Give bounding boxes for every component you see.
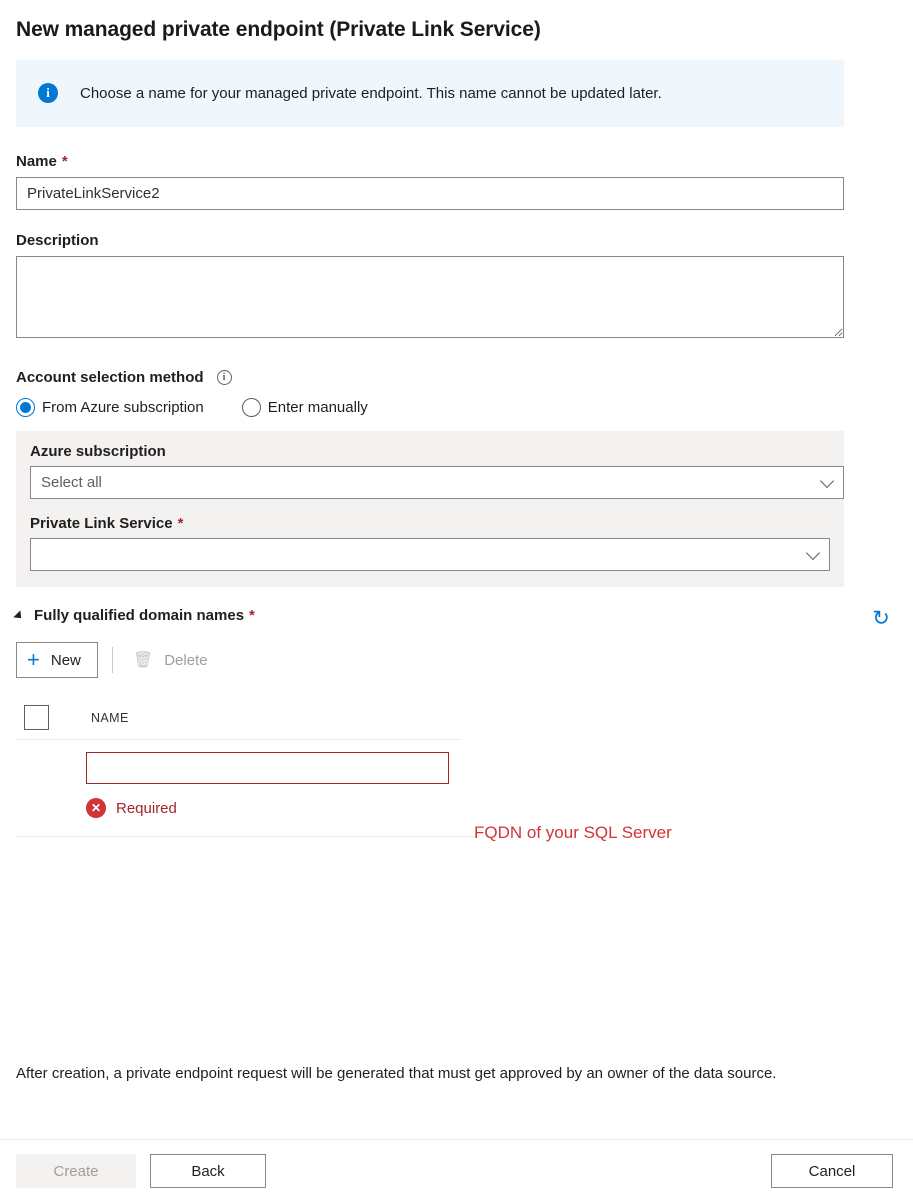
back-button[interactable]: Back <box>150 1154 266 1188</box>
delete-fqdn-button-label: Delete <box>164 651 208 669</box>
fqdn-command-bar <box>16 642 875 678</box>
fqdn-required-marker: * <box>249 607 255 625</box>
description-label-text: Description <box>16 232 99 250</box>
new-fqdn-button-label: New <box>50 651 81 669</box>
chevron-expanded-icon <box>13 610 24 621</box>
error-icon: ✕ <box>86 798 106 818</box>
fqdn-grid <box>16 696 461 837</box>
info-banner <box>16 60 844 127</box>
description-label <box>16 232 875 249</box>
fqdn-name-input[interactable] <box>86 752 449 784</box>
fqdn-section-header[interactable] <box>16 607 875 624</box>
azure-subscription-panel <box>16 431 844 587</box>
fqdn-grid-header <box>16 696 461 740</box>
name-required-marker: * <box>61 153 68 171</box>
private-link-service-label-text: Private Link Service <box>30 515 173 533</box>
command-bar-divider <box>112 647 113 673</box>
name-label-text: Name <box>16 153 57 171</box>
select-all-checkbox[interactable] <box>24 705 49 730</box>
bottom-action-bar <box>0 1139 913 1200</box>
radio-from-azure-subscription-label: From Azure subscription <box>42 399 204 417</box>
create-button[interactable]: Create <box>16 1154 136 1188</box>
azure-subscription-label-text: Azure subscription <box>30 443 166 461</box>
account-selection-label <box>16 369 875 386</box>
name-input[interactable] <box>16 177 844 210</box>
table-row <box>16 740 476 837</box>
new-fqdn-button[interactable] <box>16 642 98 678</box>
refresh-icon[interactable]: ↻ <box>869 607 893 631</box>
radio-enter-manually[interactable] <box>242 398 368 417</box>
description-textarea[interactable] <box>16 256 844 338</box>
fqdn-error-text: Required <box>116 799 177 817</box>
azure-subscription-select[interactable]: Select all <box>30 466 844 499</box>
radio-selected-icon <box>16 398 35 417</box>
info-banner-text: Choose a name for your managed private endpoint. This name cannot be updated later. <box>80 85 662 102</box>
account-selection-label-text: Account selection method <box>16 369 204 387</box>
annotation-fqdn-hint: FQDN of your SQL Server <box>474 823 672 842</box>
azure-subscription-label <box>30 443 830 460</box>
radio-from-azure-subscription[interactable] <box>16 398 204 417</box>
azure-subscription-select-wrap <box>30 466 844 499</box>
private-link-service-label <box>30 515 830 532</box>
radio-unselected-icon <box>242 398 261 417</box>
private-link-service-required-marker: * <box>177 515 184 533</box>
private-link-service-select[interactable] <box>30 538 830 571</box>
column-header-name: NAME <box>91 710 129 725</box>
info-tooltip-icon[interactable]: i <box>217 370 232 385</box>
cancel-button[interactable]: Cancel <box>771 1154 893 1188</box>
fqdn-error <box>86 798 476 818</box>
plus-icon: + <box>27 647 40 673</box>
footer-note: After creation, a private endpoint request will be generated that must get approved by an owner of the data source. <box>16 1065 777 1082</box>
info-icon: i <box>38 83 58 103</box>
page-title: New managed private endpoint (Private Link Service) <box>16 18 541 41</box>
fqdn-section-label: Fully qualified domain names <box>34 607 245 625</box>
trash-icon: 🗑 <box>132 652 154 670</box>
private-link-service-row <box>30 538 830 571</box>
radio-enter-manually-label: Enter manually <box>267 399 368 417</box>
delete-fqdn-button[interactable] <box>127 650 214 670</box>
private-link-service-select-wrap <box>30 538 830 571</box>
account-selection-radio-group <box>16 398 875 417</box>
name-label <box>16 153 875 170</box>
